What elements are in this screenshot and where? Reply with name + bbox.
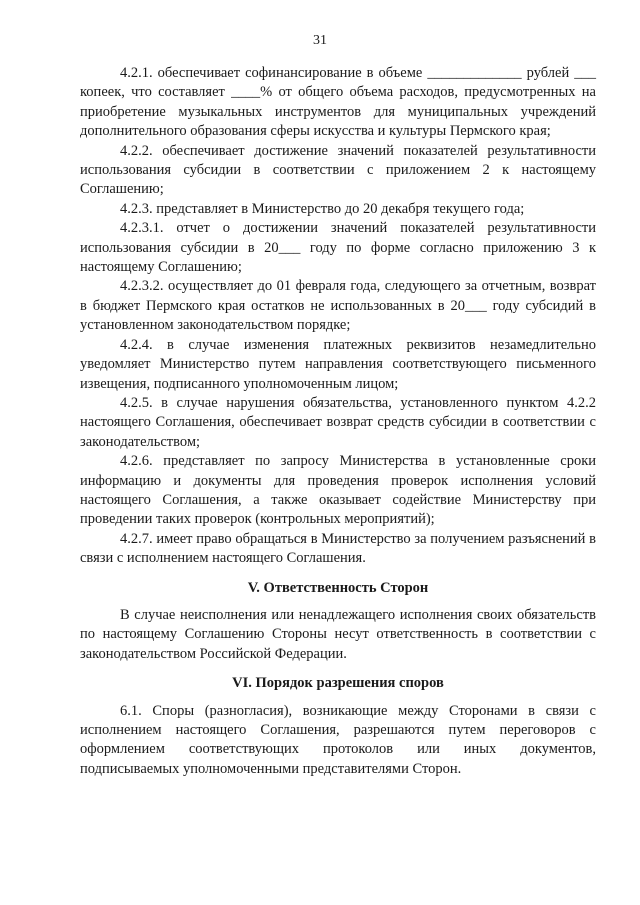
paragraph-4-2-3-1: 4.2.3.1. отчет о достижении значений показателей результативности использования субсидии в 20___ году по форме согласно приложению 3 к настоящему Соглашению;	[80, 220, 596, 276]
paragraph-4-2-1: 4.2.1. обеспечивает софинансирование в объеме _____________ рублей ___ копеек, что составляет ____% от общего объема расходов, предусмотренных на приобретение музыкальных инструментов для муниципальных учреждений дополнительного образования сферы искусства и культуры Пермского края;	[80, 65, 596, 140]
page-number: 31	[313, 33, 327, 48]
paragraph-4-2-6: 4.2.6. представляет по запросу Министерства в установленные сроки информацию и документы для проведения проверок исполнения условий настоящего Соглашения, а также оказывает содействие Министерству при проведении таких проверок (контрольных мероприятий);	[80, 453, 596, 528]
document-body	[80, 64, 596, 779]
paragraph-4-2-7: 4.2.7. имеет право обращаться в Министерство за получением разъяснений в связи с исполнением настоящего Соглашения.	[80, 530, 596, 567]
paragraph-4-2-2: 4.2.2. обеспечивает достижение значений показателей результативности использования субсидии в соответствии с приложением 2 к настоящему Соглашению;	[80, 142, 596, 198]
section-5-body: В случае неисполнения или ненадлежащего исполнения своих обязательств по настоящему Соглашению Стороны несут ответственность в соответствии с законодательством Российской Федерации.	[80, 606, 596, 662]
section-6-heading: VI. Порядок разрешения споров	[232, 675, 444, 692]
section-5-heading: V. Ответственность Сторон	[247, 579, 429, 596]
paragraph-4-2-5: 4.2.5. в случае нарушения обязательства, установленного пунктом 4.2.2 настоящего Соглашения, обеспечивает возврат средств субсидии в соответствии с законодательством;	[80, 394, 596, 450]
paragraph-4-2-4: 4.2.4. в случае изменения платежных реквизитов незамедлительно уведомляет Министерство путем направления соответствующего письменного извещения, подписанного уполномоченным лицом;	[80, 336, 596, 392]
paragraph-4-2-3-2: 4.2.3.2. осуществляет до 01 февраля года, следующего за отчетным, возврат в бюджет Пермского края остатков не использованных в 20___ году субсидий в установленном законодательством порядке;	[80, 278, 596, 334]
paragraph-6-1: 6.1. Споры (разногласия), возникающие между Сторонами в связи с исполнением настоящего Соглашения, разрешаются путем переговоров с оформлением соответствующих протоколов или иных документов, подписываемых уполномоченными представителями Сторон.	[80, 702, 596, 777]
paragraph-4-2-3: 4.2.3. представляет в Министерство до 20 декабря текущего года;	[120, 200, 525, 217]
